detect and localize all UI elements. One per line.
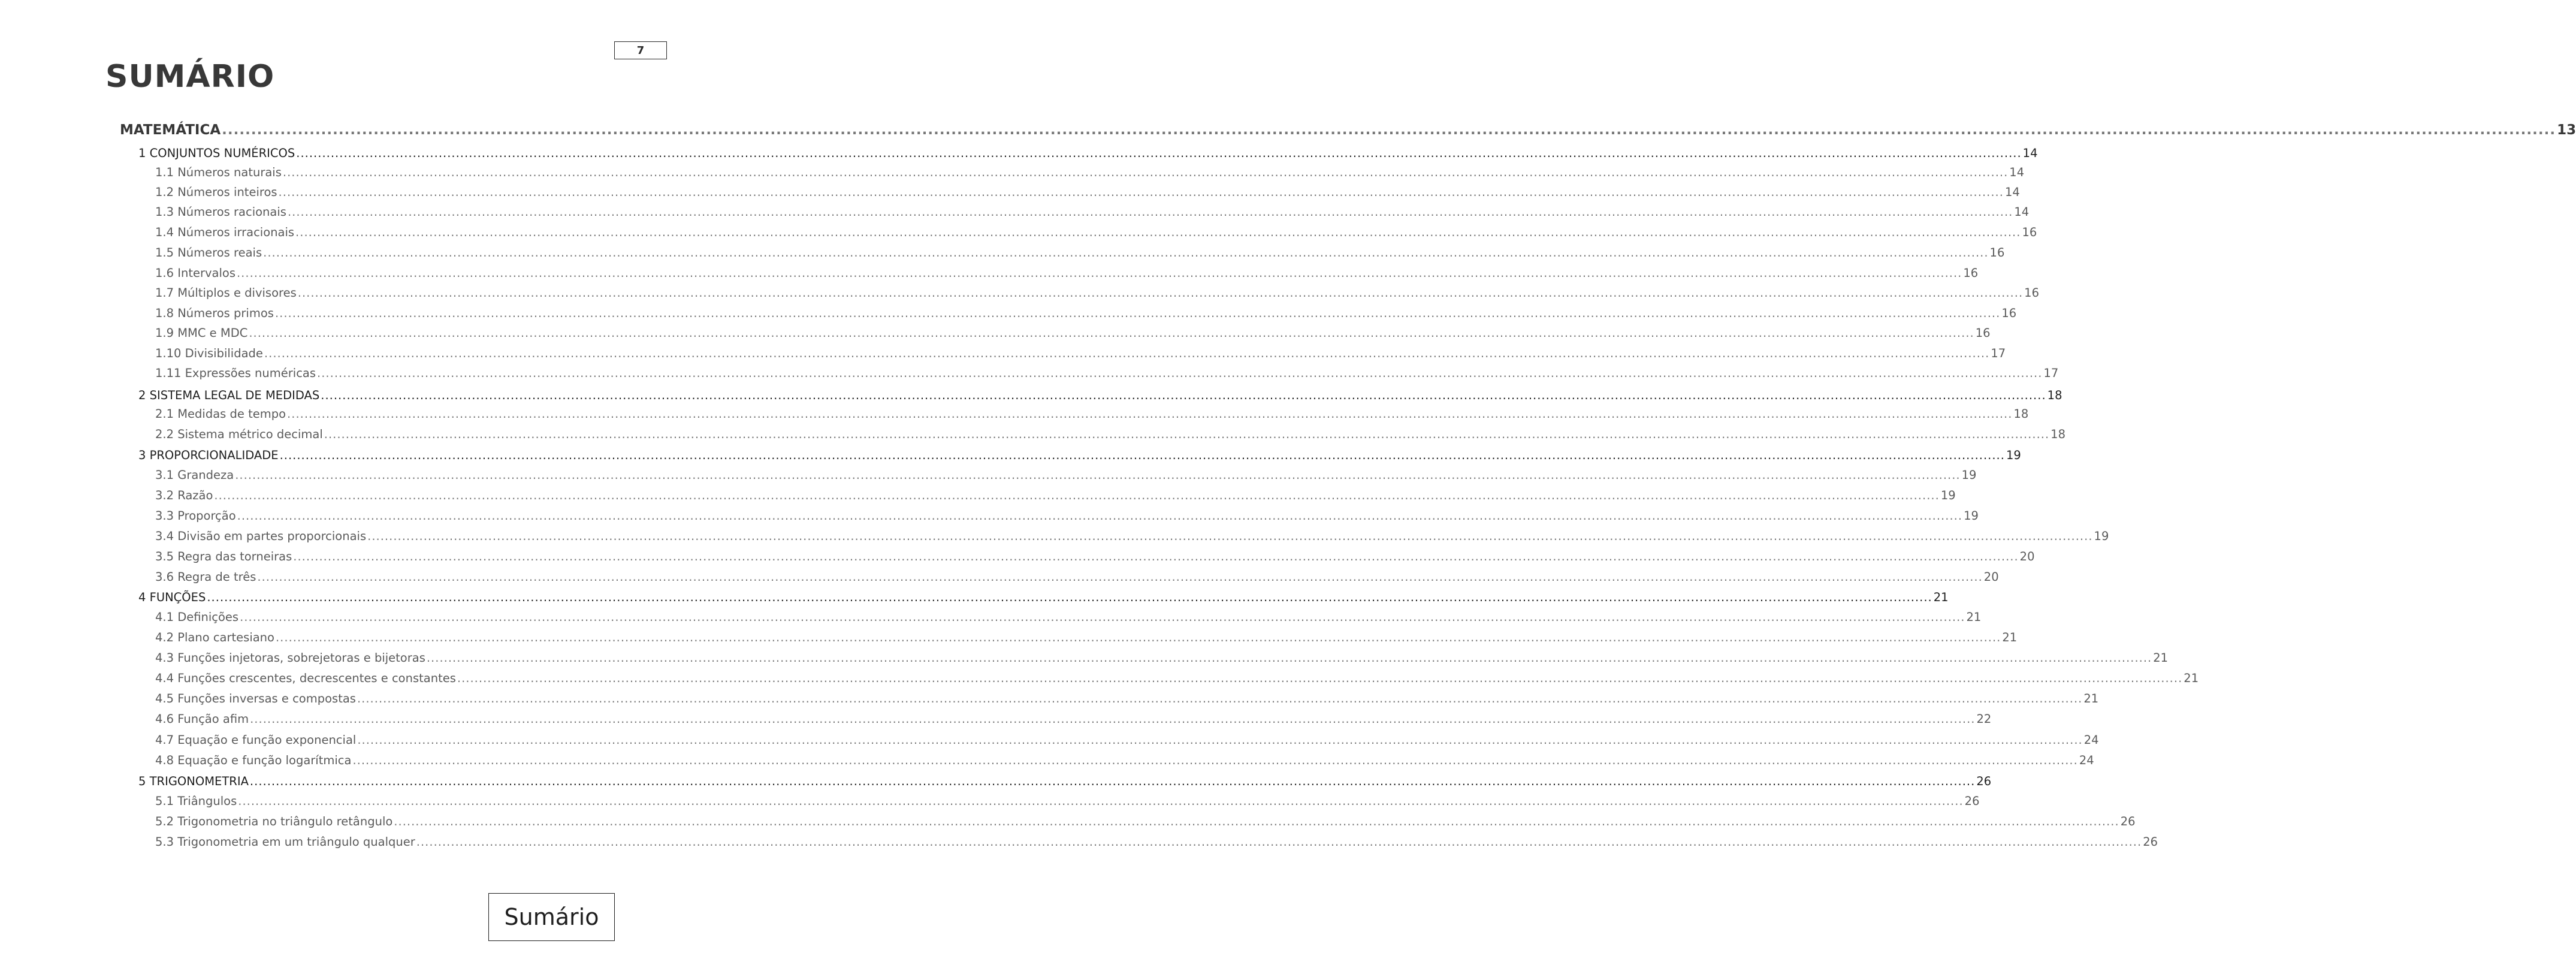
toc-entry-item[interactable] [155, 366, 2059, 381]
toc-entry-page: 13 [2557, 122, 2576, 138]
toc-leader-dots: ................................................................................................................................................................................................................................................................................................................................................................................................................ [222, 122, 2556, 138]
toc-entry-label: 2 SISTEMA LEGAL DE MEDIDAS [138, 388, 320, 403]
toc-entry-item[interactable] [155, 407, 2029, 421]
toc-entry-label: 3.6 Regra de três [155, 570, 256, 584]
toc-leader-dots: ................................................................................................................................................................................................................................................................................................................................................................................................................ [317, 366, 2043, 381]
toc-entry-label: 4.4 Funções crescentes, decrescentes e constantes [155, 671, 456, 686]
toc-leader-dots: ................................................................................................................................................................................................................................................................................................................................................................................................................ [296, 146, 2022, 161]
toc-entry-page: 14 [2009, 165, 2025, 180]
toc-leader-dots: ................................................................................................................................................................................................................................................................................................................................................................................................................ [207, 590, 1932, 605]
toc-entry-chapter[interactable] [138, 590, 1949, 605]
toc-entry-page: 18 [2047, 388, 2062, 403]
toc-entry-page: 16 [2024, 286, 2039, 300]
toc-entry-page: 26 [1964, 794, 1980, 809]
toc-leader-dots: ................................................................................................................................................................................................................................................................................................................................................................................................................ [287, 205, 2013, 219]
toc-leader-dots: ................................................................................................................................................................................................................................................................................................................................................................................................................ [352, 753, 2078, 768]
toc-entry-label: 5.3 Trigonometria em um triângulo qualquer [155, 835, 415, 849]
page-number: 7 [614, 41, 667, 59]
toc-entry-item[interactable] [155, 266, 1979, 281]
toc-leader-dots: ................................................................................................................................................................................................................................................................................................................................................................................................................ [274, 306, 2001, 321]
toc-entry-chapter[interactable] [138, 388, 2062, 403]
toc-leader-dots: ................................................................................................................................................................................................................................................................................................................................................................................................................ [250, 712, 1976, 726]
toc-entry-page: 24 [2083, 733, 2099, 747]
toc-entry-item[interactable] [155, 488, 1956, 503]
toc-leader-dots: ................................................................................................................................................................................................................................................................................................................................................................................................................ [249, 326, 1974, 340]
toc-leader-dots: ................................................................................................................................................................................................................................................................................................................................................................................................................ [297, 286, 2024, 300]
toc-leader-dots: ................................................................................................................................................................................................................................................................................................................................................................................................................ [263, 246, 1989, 260]
toc-entry-label: 1.6 Intervalos [155, 266, 235, 281]
toc-leader-dots: ................................................................................................................................................................................................................................................................................................................................................................................................................ [457, 671, 2183, 686]
toc-entry-item[interactable] [155, 205, 2030, 219]
toc-entry-page: 14 [2022, 146, 2038, 161]
toc-entry-chapter[interactable] [138, 774, 1992, 789]
toc-leader-dots: ................................................................................................................................................................................................................................................................................................................................................................................................................ [237, 509, 1963, 523]
toc-entry-item[interactable] [155, 225, 2037, 240]
toc-entry-item[interactable] [155, 692, 2099, 706]
toc-entry-label: 1.11 Expressões numéricas [155, 366, 316, 381]
toc-entry-label: 4.7 Equação e função exponencial [155, 733, 357, 747]
toc-entry-item[interactable] [155, 468, 1977, 482]
toc-leader-dots: ................................................................................................................................................................................................................................................................................................................................................................................................................ [321, 388, 2046, 403]
toc-entry-item[interactable] [155, 794, 1980, 809]
toc-entry-item[interactable] [155, 165, 2025, 180]
toc-entry-page: 21 [1966, 610, 1982, 625]
toc-entry-page: 16 [2001, 306, 2017, 321]
toc-entry-page: 20 [1983, 570, 1999, 584]
toc-entry-page: 21 [2002, 631, 2018, 645]
toc-entry-page: 16 [1963, 266, 1979, 281]
toc-leader-dots: ................................................................................................................................................................................................................................................................................................................................................................................................................ [394, 815, 2119, 829]
toc-leader-dots: ................................................................................................................................................................................................................................................................................................................................................................................................................ [235, 468, 1961, 482]
toc-entry-page: 24 [2079, 753, 2094, 768]
toc-entry-item[interactable] [155, 529, 2109, 544]
toc-entry-label: 3.1 Grandeza [155, 468, 234, 482]
toc-entry-item[interactable] [155, 651, 2169, 665]
toc-leader-dots: ................................................................................................................................................................................................................................................................................................................................................................................................................ [236, 266, 1962, 281]
toc-entry-item[interactable] [155, 427, 2065, 442]
toc-leader-dots: ................................................................................................................................................................................................................................................................................................................................................................................................................ [214, 488, 1940, 503]
toc-entry-item[interactable] [155, 550, 2035, 564]
toc-entry-page: 19 [1961, 468, 1977, 482]
toc-entry-item[interactable] [155, 185, 2020, 200]
toc-entry-page: 14 [2014, 205, 2030, 219]
toc-entry-page: 19 [2006, 448, 2021, 463]
toc-leader-dots: ................................................................................................................................................................................................................................................................................................................................................................................................................ [287, 407, 2013, 421]
toc-entry-item[interactable] [155, 570, 1999, 584]
footer-label[interactable]: Sumário [488, 893, 615, 941]
toc-entry-page: 17 [1991, 346, 2006, 361]
toc-entry-item[interactable] [155, 509, 1979, 523]
toc-entry-label: MATEMÁTICA [120, 122, 221, 138]
toc-entry-label: 4 FUNÇÕES [138, 590, 206, 605]
toc-entry-label: 5.1 Triângulos [155, 794, 237, 809]
toc-entry-item[interactable] [155, 815, 2136, 829]
toc-entry-item[interactable] [155, 286, 2039, 300]
toc-leader-dots: ................................................................................................................................................................................................................................................................................................................................................................................................................ [264, 346, 1990, 361]
toc-entry-chapter[interactable] [138, 448, 2021, 463]
toc-entry-label: 1.8 Números primos [155, 306, 274, 321]
toc-entry-item[interactable] [155, 753, 2094, 768]
toc-entry-page: 18 [2013, 407, 2029, 421]
toc-entry-page: 26 [1976, 774, 1992, 789]
toc-entry-label: 1.7 Múltiplos e divisores [155, 286, 297, 300]
toc-entry-label: 1.9 MMC e MDC [155, 326, 248, 340]
toc-leader-dots: ................................................................................................................................................................................................................................................................................................................................................................................................................ [367, 529, 2093, 544]
toc-entry-label: 4.2 Plano cartesiano [155, 631, 274, 645]
toc-entry-item[interactable] [155, 610, 1982, 625]
toc-entry-label: 5 TRIGONOMETRIA [138, 774, 249, 789]
toc-leader-dots: ................................................................................................................................................................................................................................................................................................................................................................................................................ [426, 651, 2152, 665]
toc-entry-label: 1.1 Números naturais [155, 165, 282, 180]
toc-leader-dots: ................................................................................................................................................................................................................................................................................................................................................................................................................ [282, 165, 2009, 180]
toc-entry-page: 19 [1940, 488, 1956, 503]
toc-entry-item[interactable] [155, 671, 2199, 686]
toc-entry-label: 3.5 Regra das torneiras [155, 550, 292, 564]
toc-leader-dots: ................................................................................................................................................................................................................................................................................................................................................................................................................ [279, 448, 2005, 463]
toc-leader-dots: ................................................................................................................................................................................................................................................................................................................................................................................................................ [257, 570, 1983, 584]
toc-entry-label: 4.1 Definições [155, 610, 239, 625]
toc-entry-page: 18 [2050, 427, 2065, 442]
toc-entry-label: 4.3 Funções injetoras, sobrejetoras e bijetoras [155, 651, 425, 665]
toc-entry-label: 3 PROPORCIONALIDADE [138, 448, 279, 463]
toc-entry-page: 20 [2019, 550, 2035, 564]
toc-leader-dots: ................................................................................................................................................................................................................................................................................................................................................................................................................ [278, 185, 2004, 200]
toc-entry-label: 1.3 Números racionais [155, 205, 286, 219]
toc-entry-page: 21 [1933, 590, 1949, 605]
toc-entry-item[interactable] [155, 326, 1991, 340]
toc-entry-page: 19 [1964, 509, 1979, 523]
toc-entry-page: 17 [2043, 366, 2059, 381]
toc-entry-page: 14 [2004, 185, 2020, 200]
toc-leader-dots: ................................................................................................................................................................................................................................................................................................................................................................................................................ [238, 794, 1964, 809]
toc-entry-label: 4.8 Equação e função logarítmica [155, 753, 352, 768]
toc-leader-dots: ................................................................................................................................................................................................................................................................................................................................................................................................................ [275, 631, 2001, 645]
page-title: SUMÁRIO [105, 59, 275, 95]
toc-entry-page: 22 [1976, 712, 1992, 726]
toc-entry-item[interactable] [155, 631, 2018, 645]
toc-entry-page: 16 [2022, 225, 2037, 240]
toc-entry-label: 5.2 Trigonometria no triângulo retângulo [155, 815, 393, 829]
toc-entry-page: 21 [2083, 692, 2099, 706]
toc-leader-dots: ................................................................................................................................................................................................................................................................................................................................................................................................................ [295, 225, 2021, 240]
toc-leader-dots: ................................................................................................................................................................................................................................................................................................................................................................................................................ [240, 610, 1965, 625]
toc-entry-item[interactable] [155, 246, 2005, 260]
toc-entry-item[interactable] [155, 346, 2006, 361]
toc-entry-label: 1.5 Números reais [155, 246, 262, 260]
toc-entry-label: 2.1 Medidas de tempo [155, 407, 286, 421]
toc-entry-label: 4.6 Função afim [155, 712, 249, 726]
toc-entry-page: 16 [1975, 326, 1991, 340]
toc-entry-section[interactable] [120, 122, 2576, 138]
toc-entry-item[interactable] [155, 835, 2158, 849]
toc-entry-chapter[interactable] [138, 146, 2038, 161]
toc-entry-label: 3.3 Proporção [155, 509, 236, 523]
toc-entry-page: 16 [1989, 246, 2005, 260]
toc-entry-label: 3.2 Razão [155, 488, 213, 503]
toc-entry-label: 4.5 Funções inversas e compostas [155, 692, 356, 706]
toc-entry-item[interactable] [155, 733, 2099, 747]
toc-entry-label: 3.4 Divisão em partes proporcionais [155, 529, 367, 544]
toc-entry-page: 21 [2184, 671, 2199, 686]
toc-entry-label: 2.2 Sistema métrico decimal [155, 427, 323, 442]
toc-leader-dots: ................................................................................................................................................................................................................................................................................................................................................................................................................ [357, 692, 2083, 706]
toc-entry-label: 1.4 Números irracionais [155, 225, 295, 240]
toc-entry-label: 1 CONJUNTOS NUMÉRICOS [138, 146, 295, 161]
toc-entry-label: 1.2 Números inteiros [155, 185, 277, 200]
toc-entry-page: 19 [2094, 529, 2109, 544]
toc-leader-dots: ................................................................................................................................................................................................................................................................................................................................................................................................................ [416, 835, 2142, 849]
toc-leader-dots: ................................................................................................................................................................................................................................................................................................................................................................................................................ [357, 733, 2083, 747]
toc-entry-item[interactable] [155, 306, 2017, 321]
toc-entry-page: 26 [2143, 835, 2158, 849]
toc-entry-item[interactable] [155, 712, 1992, 726]
toc-leader-dots: ................................................................................................................................................................................................................................................................................................................................................................................................................ [324, 427, 2050, 442]
toc-leader-dots: ................................................................................................................................................................................................................................................................................................................................................................................................................ [249, 774, 1976, 789]
toc-entry-label: 1.10 Divisibilidade [155, 346, 263, 361]
toc-entry-page: 26 [2120, 815, 2136, 829]
toc-entry-page: 21 [2153, 651, 2169, 665]
toc-leader-dots: ................................................................................................................................................................................................................................................................................................................................................................................................................ [293, 550, 2019, 564]
